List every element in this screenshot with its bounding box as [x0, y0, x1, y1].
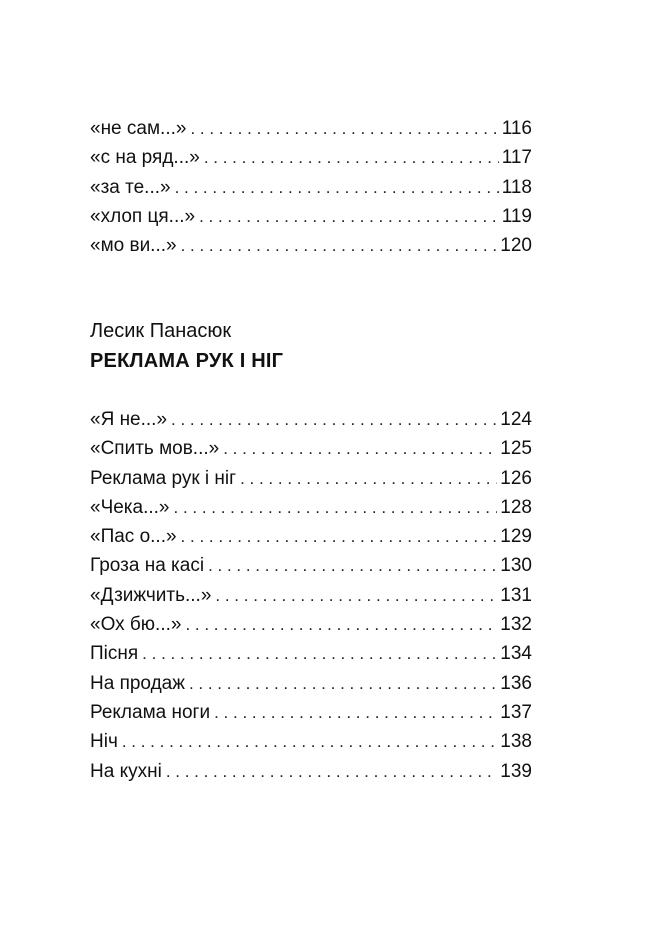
toc-entry[interactable]: [90, 173, 532, 202]
toc-entry-page: 117: [501, 147, 532, 169]
toc-entry-page: 129: [500, 526, 532, 548]
toc-leader-dots: [190, 114, 498, 143]
toc-entry[interactable]: [90, 114, 532, 143]
toc-entry-page: 138: [500, 731, 532, 753]
toc-entry[interactable]: [90, 522, 532, 551]
toc-entry[interactable]: [90, 698, 532, 727]
toc-entry[interactable]: [90, 464, 532, 493]
section-author: Лесик Панасюк: [90, 320, 232, 342]
toc-entry-page: 136: [500, 672, 532, 694]
toc-entry-page: 120: [500, 235, 532, 257]
toc-entry[interactable]: [90, 669, 532, 698]
toc-entry-title: «Спить мов...»: [90, 438, 220, 460]
toc-entry-page: 119: [501, 205, 532, 227]
toc-leader-dots: [199, 202, 499, 231]
toc-entry[interactable]: [90, 202, 532, 231]
toc-entry[interactable]: [90, 727, 532, 756]
toc-leader-dots: [175, 173, 499, 202]
toc-list-first: [90, 114, 532, 260]
toc-leader-dots: [181, 231, 498, 260]
toc-entry[interactable]: [90, 551, 532, 580]
toc-entry-title: «Дзижчить...»: [90, 584, 212, 606]
toc-entry-page: 125: [500, 438, 532, 460]
toc-entry-title: На кухні: [90, 760, 162, 782]
toc-entry-title: «с на ряд...»: [90, 147, 200, 169]
toc-entry-title: «мо ви...»: [90, 235, 177, 257]
toc-entry-page: 134: [500, 643, 532, 665]
toc-entry[interactable]: [90, 405, 532, 434]
toc-entry-page: 139: [500, 760, 532, 782]
toc-entry-page: 131: [500, 584, 532, 606]
section-title: РЕКЛАМА РУК І НІГ: [90, 350, 284, 372]
toc-leader-dots: [204, 143, 499, 172]
toc-entry-title: «не сам...»: [90, 118, 187, 139]
toc-entry-page: 118: [501, 176, 532, 198]
toc-leader-dots: [215, 581, 497, 610]
toc-entry-title: «Чека...»: [90, 496, 170, 518]
toc-entry-title: «хлоп ця...»: [90, 205, 196, 227]
toc-entry[interactable]: [90, 581, 532, 610]
toc-leader-dots: [171, 405, 497, 434]
toc-entry-title: Пісня: [90, 643, 139, 665]
toc-entry[interactable]: [90, 434, 532, 463]
toc-entry-title: Ніч: [90, 731, 118, 753]
toc-entry-page: 124: [500, 409, 532, 430]
toc-entry[interactable]: [90, 639, 532, 668]
toc-entry-title: «Ох бю...»: [90, 614, 182, 636]
toc-entry[interactable]: [90, 231, 532, 260]
toc-leader-dots: [240, 464, 497, 493]
toc-entry-title: Реклама рук і ніг: [90, 467, 237, 489]
toc-leader-dots: [122, 727, 497, 756]
toc-leader-dots: [189, 669, 497, 698]
toc-entry-title: «Пас о...»: [90, 526, 177, 548]
toc-entry[interactable]: [90, 610, 532, 639]
toc-entry-page: 128: [500, 496, 532, 518]
toc-entry-page: 116: [501, 118, 532, 139]
toc-leader-dots: [142, 639, 497, 668]
toc-leader-dots: [181, 522, 498, 551]
toc-entry-title: Гроза на касі: [90, 555, 205, 577]
toc-entry-page: 132: [500, 614, 532, 636]
toc-entry-title: «за те...»: [90, 176, 171, 198]
toc-list-second: [90, 405, 532, 786]
toc-entry[interactable]: [90, 757, 532, 786]
toc-leader-dots: [223, 434, 497, 463]
toc-entry[interactable]: [90, 143, 532, 172]
toc-leader-dots: [174, 493, 498, 522]
toc-entry-title: «Я не...»: [90, 409, 168, 430]
toc-leader-dots: [166, 757, 497, 786]
toc-leader-dots: [208, 551, 497, 580]
toc-entry-page: 126: [500, 467, 532, 489]
toc-entry-page: 130: [500, 555, 532, 577]
toc-entry[interactable]: [90, 493, 532, 522]
toc-entry-title: Реклама ноги: [90, 701, 211, 723]
toc-page: [90, 0, 532, 934]
toc-entry-title: На продаж: [90, 672, 185, 694]
toc-leader-dots: [185, 610, 497, 639]
toc-entry-page: 137: [500, 701, 532, 723]
toc-leader-dots: [214, 698, 497, 727]
